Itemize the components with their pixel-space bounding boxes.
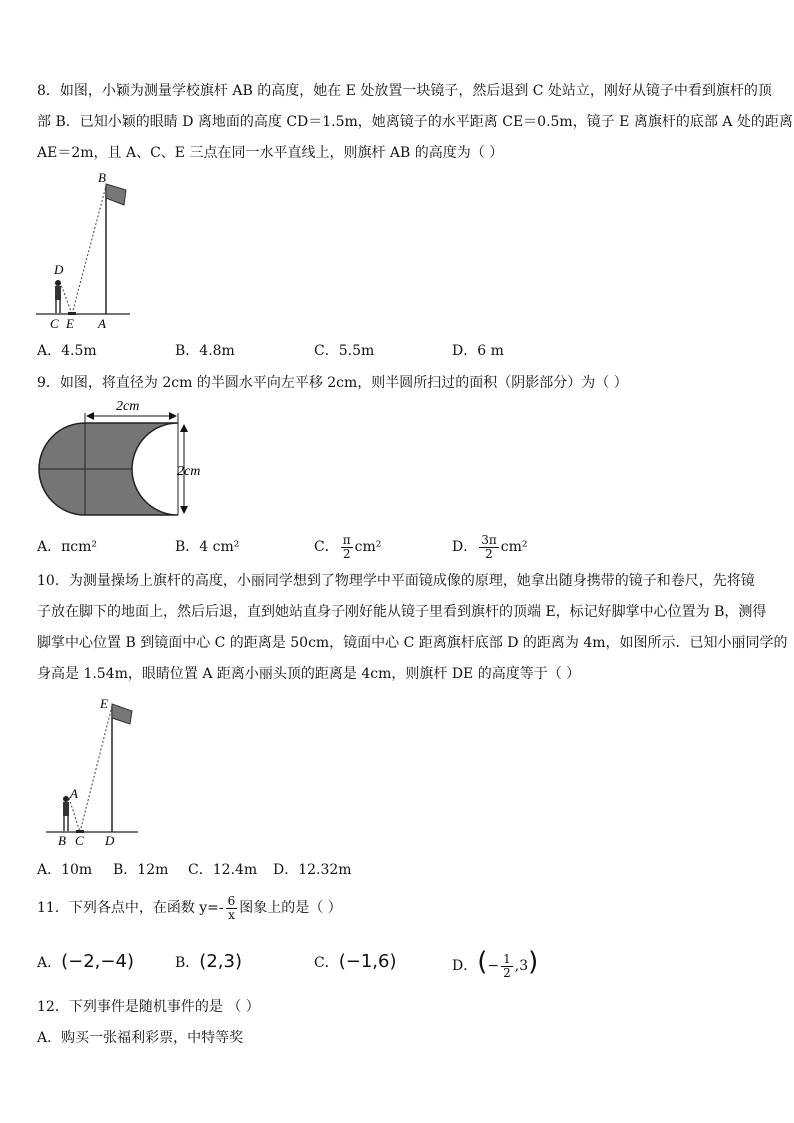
q9-option-c-unit: cm² bbox=[354, 539, 382, 555]
sight-line-mirror-to-top bbox=[72, 186, 106, 314]
person-figure bbox=[63, 796, 69, 831]
flag bbox=[112, 704, 132, 724]
sight-line-eye-to-mirror bbox=[60, 282, 72, 314]
mirror bbox=[68, 312, 76, 315]
q11-suffix: 图象上的是（ ） bbox=[239, 900, 342, 916]
question-8-line-1: 8．如图，小颖为测量学校旗杆 AB 的高度，她在 E 处放置一块镜子，然后退到 C 处站立，刚好从镜子中看到旗杆的顶 bbox=[37, 83, 772, 99]
question-10-line-3: 脚掌中心位置 B 到镜面中心 C 的距离是 50cm，镜面中心 C 距离旗杆底部 D 的距离为 4m，如图所示．已知小丽同学的 bbox=[37, 635, 788, 651]
q11-option-c[interactable]: C．(−1,6) bbox=[314, 951, 397, 972]
label-C: C bbox=[75, 833, 84, 848]
sight-line-mirror-to-top bbox=[80, 706, 112, 832]
question-8-line-2: 部 B．已知小颖的眼睛 D 离地面的高度 CD＝1.5m，她离镜子的水平距离 CE＝0.5m，镜子 E 离旗杆的底部 A 处的距离 bbox=[37, 114, 793, 130]
flag bbox=[106, 184, 126, 205]
q11-option-b[interactable]: B．(2,3) bbox=[175, 951, 242, 972]
question-12-stem bbox=[37, 992, 759, 1054]
label-A: A bbox=[98, 316, 106, 331]
q10-option-d[interactable]: D．12.32m bbox=[273, 862, 352, 878]
label-B: B bbox=[98, 170, 106, 185]
q9-option-b[interactable]: B．4 cm² bbox=[175, 539, 240, 555]
sight-line-eye-to-mirror bbox=[69, 798, 80, 832]
label-B: B bbox=[58, 833, 66, 848]
q11-prefix: 11．下列各点中，在函数 y=- bbox=[37, 900, 224, 916]
q8-option-c[interactable]: C．5.5m bbox=[314, 343, 375, 359]
question-9-figure bbox=[36, 396, 212, 524]
question-10-line-2: 子放在脚下的地面上，然后后退，直到她站直身子刚好能从镜子里看到旗杆的顶端 E，标记好脚掌中心位置为 B，测得 bbox=[37, 604, 767, 620]
q8-option-d[interactable]: D．6 m bbox=[452, 343, 504, 359]
q9-option-d-unit: cm² bbox=[500, 539, 528, 555]
q10-option-c[interactable]: C．12.4m bbox=[188, 862, 258, 878]
q11-fraction: $\frac{6}{x}$ bbox=[227, 893, 236, 922]
q9-option-d[interactable] bbox=[452, 532, 528, 562]
question-10-line-4: 身高是 1.54m，眼睛位置 A 距离小丽头顶的距离是 4cm，则旗杆 DE 的高度等于（ ） bbox=[37, 666, 581, 682]
q9-option-d-fraction: $\frac{3\pi}{2}$ bbox=[481, 532, 497, 561]
q9-option-a[interactable]: A．πcm² bbox=[37, 539, 98, 555]
question-10-stem bbox=[37, 566, 788, 690]
q10-option-a[interactable]: A．10m bbox=[37, 862, 93, 878]
question-8-line-3: AE＝2m，且 A、C、E 三点在同一水平直线上，则旗杆 AB 的高度为（ ） bbox=[37, 145, 504, 161]
q9-option-c-fraction: $\frac{\pi}{2}$ bbox=[342, 532, 351, 561]
q9-option-c[interactable] bbox=[314, 532, 381, 562]
label-D: D bbox=[54, 262, 64, 277]
label-C: C bbox=[50, 316, 59, 331]
q12-option-a[interactable]: A．购买一张福利彩票，中特等奖 bbox=[37, 1030, 244, 1046]
q11-option-a[interactable]: A．(−2,−4) bbox=[37, 951, 134, 972]
q9-option-d-prefix: D． bbox=[452, 539, 478, 555]
q8-option-b[interactable]: B．4.8m bbox=[175, 343, 235, 359]
q9-option-c-prefix: C． bbox=[314, 539, 339, 555]
label-E: E bbox=[100, 696, 108, 711]
width-label: 2cm bbox=[116, 399, 140, 414]
q10-option-b[interactable]: B．12m bbox=[113, 862, 169, 878]
question-9-line-1: 9．如图，将直径为 2cm 的半圆水平向左平移 2cm，则半圆所扫过的面积（阴影部分）为（ ） bbox=[37, 375, 628, 391]
question-8-stem bbox=[37, 76, 793, 169]
label-E: E bbox=[66, 316, 74, 331]
question-10-line-1: 10．为测量操场上旗杆的高度，小丽同学想到了物理学中平面镜成像的原理，她拿出随身携带的镜子和卷尺，先将镜 bbox=[37, 573, 755, 589]
question-10-figure bbox=[44, 694, 144, 852]
question-8-figure bbox=[34, 170, 134, 332]
q8-option-a[interactable]: A．4.5m bbox=[37, 343, 97, 359]
height-label: 2cm bbox=[177, 464, 201, 479]
question-12-line-1: 12．下列事件是随机事件的是 （ ） bbox=[37, 999, 260, 1015]
person-figure bbox=[55, 280, 61, 313]
label-A: A bbox=[70, 786, 78, 801]
question-9-stem bbox=[37, 368, 759, 399]
label-D: D bbox=[105, 833, 115, 848]
q11-option-d[interactable]: D．(− $\frac{1}{2}$ ,3) bbox=[452, 947, 539, 980]
question-11-stem bbox=[37, 888, 342, 928]
